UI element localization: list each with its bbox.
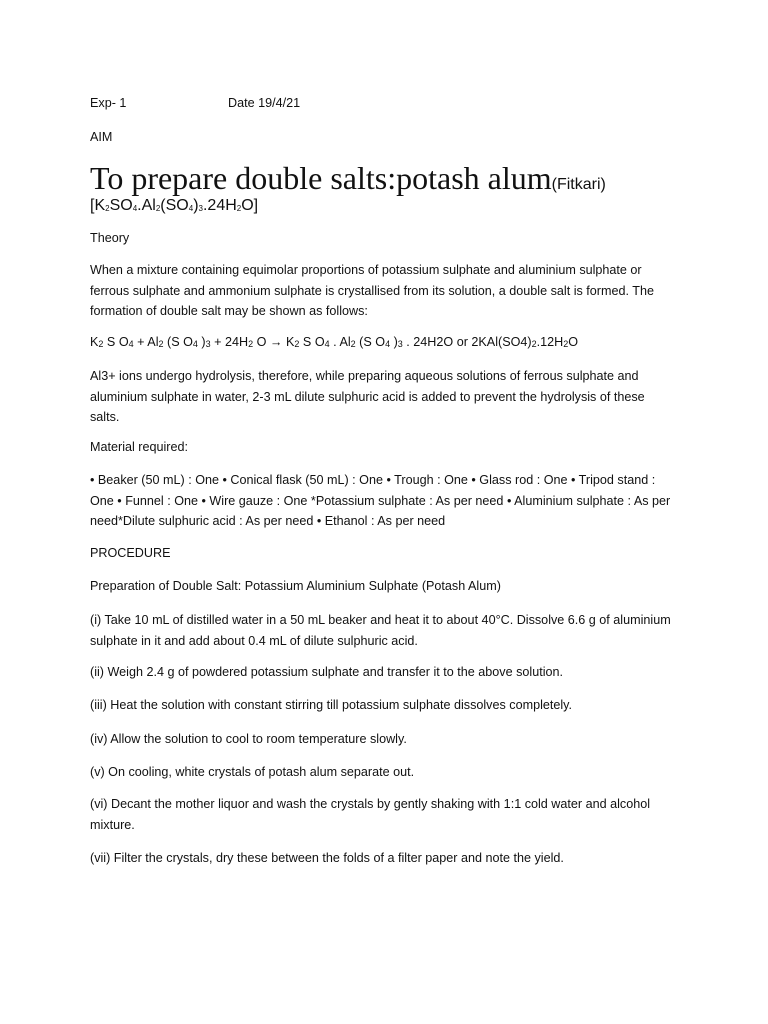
title-aside: (Fitkari) <box>551 176 606 193</box>
theory-line: formation of double salt may be shown as follows: <box>90 304 368 318</box>
procedure-step-1 <box>90 610 680 651</box>
procedure-step-7: (vii) Filter the crystals, dry these between the folds of a filter paper and note the yield. <box>90 851 564 865</box>
chemical-formula: $[K_2SO_4.Al_2(SO_4)_3.24H_2O]$ <box>90 197 259 214</box>
step-line: (vi) Decant the mother liquor and wash the crystals by gently shaking with 1:1 cold water and alcohol <box>90 797 651 811</box>
step-line: mixture. <box>90 817 135 832</box>
procedure-step-2: (ii) Weigh 2.4 g of powdered potassium sulphate and transfer it to the above solution. <box>90 665 564 679</box>
theory-paragraph <box>90 260 680 322</box>
experiment-date: Date 19/4/21 <box>228 96 301 110</box>
title-main: To prepare double salts:potash alum <box>90 160 552 196</box>
hydrolysis-paragraph <box>90 366 680 428</box>
hydrolysis-line: Al3+ ions undergo hydrolysis, therefore, while preparing aqueous solutions of ferrous sulphate and <box>90 369 639 383</box>
materials-paragraph <box>90 470 680 532</box>
theory-line: ferrous sulphate and ammonium sulphate is crystallised from its solution, a double salt is formed. The <box>90 283 654 298</box>
theory-line: When a mixture containing equimolar proportions of potassium sulphate and aluminium sulphate or <box>90 263 642 277</box>
preparation-heading: Preparation of Double Salt: Potassium Aluminium Sulphate (Potash Alum) <box>90 579 501 593</box>
procedure-step-3: (iii) Heat the solution with constant stirring till potassium sulphate dissolves completely. <box>90 698 573 712</box>
step-line: sulphate in it and add about 0.4 mL of dilute sulphuric acid. <box>90 633 418 648</box>
step-line: (i) Take 10 mL of distilled water in a 50 mL beaker and heat it to about 40°C. Dissolve 6.6 g of aluminium <box>90 613 671 627</box>
hydrolysis-line: salts. <box>90 410 120 424</box>
aim-heading: AIM <box>90 130 113 144</box>
procedure-step-4: (iv) Allow the solution to cool to room temperature slowly. <box>90 732 407 746</box>
exp-number: Exp- 1 <box>90 96 127 110</box>
materials-line: One • Funnel : One • Wire gauze : One *Potassium sulphate : As per need • Aluminium sulphate : As per <box>90 493 671 508</box>
procedure-step-5: (v) On cooling, white crystals of potash alum separate out. <box>90 765 415 779</box>
procedure-step-6 <box>90 794 680 835</box>
materials-line: need*Dilute sulphuric acid : As per need • Ethanol : As per need <box>90 514 446 528</box>
hydrolysis-line: aluminium sulphate in water, 2-3 mL dilute sulphuric acid is added to prevent the hydrolysis of these <box>90 389 645 404</box>
theory-heading: Theory <box>90 231 130 245</box>
reaction-equation: $K_2$ S $O_4 + Al_2$ (S $O_4$ )$_3 + 24H_2$ $O \to K_2$ S $O_4$ . $Al_2$ (S $O_4$ )$_3$ . 24H2O or $2KAl(SO4)_2.12H_2O$ <box>90 335 579 349</box>
materials-heading: Material required: <box>90 440 188 454</box>
materials-line: • Beaker (50 mL) : One • Conical flask (50 mL) : One • Trough : One • Glass rod : One • Tripod stand : <box>90 473 656 487</box>
document-page <box>90 0 690 1024</box>
procedure-heading: PROCEDURE <box>90 546 171 560</box>
